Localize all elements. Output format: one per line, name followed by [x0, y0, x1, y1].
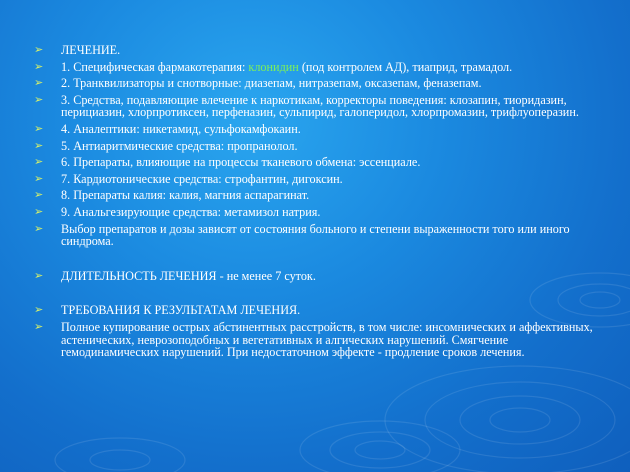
list-item-tranquilizers	[34, 77, 594, 90]
arrow-bullet-icon: ➢	[34, 319, 44, 333]
item-text: 8. Препараты калия: калия, магния аспарагинат.	[61, 188, 310, 203]
arrow-bullet-icon: ➢	[34, 59, 44, 73]
item-text: Полное купирование острых абстинентных расстройств, в том числе: инсомнических и аффективных, астенических, неврозоподобных и вегетативных и алгических нарушений. Смягчение гемодинамических нарушений. При недостаточном эффекте - продление сроков лечения.	[61, 319, 593, 360]
list-item-antiarrhythmics	[34, 140, 594, 153]
list-item-analeptics	[34, 123, 594, 136]
item-text: Выбор препаратов и дозы зависят от состояния больного и степени выраженности того или иного синдрома.	[61, 221, 570, 249]
list-item-requirements-text	[34, 321, 594, 359]
spacer	[34, 286, 594, 304]
arrow-bullet-icon: ➢	[34, 138, 44, 152]
list-item-requirements-heading	[34, 304, 594, 317]
list-item-craving-suppressants	[34, 94, 594, 119]
slide-content	[34, 44, 594, 363]
list-item-tissue-metabolism	[34, 156, 594, 169]
arrow-bullet-icon: ➢	[34, 204, 44, 218]
spacer	[34, 252, 594, 270]
arrow-bullet-icon: ➢	[34, 303, 44, 317]
item-text-highlight: клонидин	[248, 59, 299, 74]
arrow-bullet-icon: ➢	[34, 76, 44, 90]
arrow-bullet-icon: ➢	[34, 92, 44, 106]
list-item-treatment-heading	[34, 44, 594, 57]
list-item-potassium	[34, 189, 594, 202]
list-item-treatment-duration	[34, 270, 594, 283]
item-text: ЛЕЧЕНИЕ.	[61, 43, 121, 57]
item-text: 5. Антиаритмические средства: пропранолол.	[61, 138, 298, 153]
item-text: 2. Транквилизаторы и снотворные: диазепам, нитразепам, оксазепам, феназепам.	[61, 76, 482, 91]
arrow-bullet-icon: ➢	[34, 188, 44, 202]
item-text: 4. Аналептики: никетамид, сульфокамфокаин.	[61, 121, 301, 136]
item-text: 6. Препараты, влияющие на процессы тканевого обмена: эссенциале.	[61, 155, 421, 170]
item-text: 9. Анальгезирующие средства: метамизол натрия.	[61, 204, 321, 219]
arrow-bullet-icon: ➢	[34, 221, 44, 235]
item-text: 3. Средства, подавляющие влечение к наркотикам, корректоры поведения: клозапин, тиоридазин, перициазин, хлорпротиксен, перфеназин, сульпирид, галоперидол, хлорпромазин, трифлуоперазин.	[61, 92, 579, 120]
list-item-specific-pharmacotherapy	[34, 61, 594, 74]
list-item-drug-choice	[34, 223, 594, 248]
item-text: ДЛИТЕЛЬНОСТЬ ЛЕЧЕНИЯ - не менее 7 суток.	[61, 268, 316, 283]
item-text: 7. Кардиотонические средства: строфантин, дигоксин.	[61, 171, 343, 186]
arrow-bullet-icon: ➢	[34, 43, 44, 56]
arrow-bullet-icon: ➢	[34, 171, 44, 185]
arrow-bullet-icon: ➢	[34, 268, 44, 282]
item-text-before: 1. Специфическая фармакотерапия:	[61, 59, 249, 74]
arrow-bullet-icon: ➢	[34, 155, 44, 169]
list-item-analgesics	[34, 206, 594, 219]
item-text-after: (под контролем АД), тиаприд, трамадол.	[298, 59, 513, 74]
list-item-cardiotonics	[34, 173, 594, 186]
arrow-bullet-icon: ➢	[34, 121, 44, 135]
item-text: ТРЕБОВАНИЯ К РЕЗУЛЬТАТАМ ЛЕЧЕНИЯ.	[61, 303, 301, 318]
